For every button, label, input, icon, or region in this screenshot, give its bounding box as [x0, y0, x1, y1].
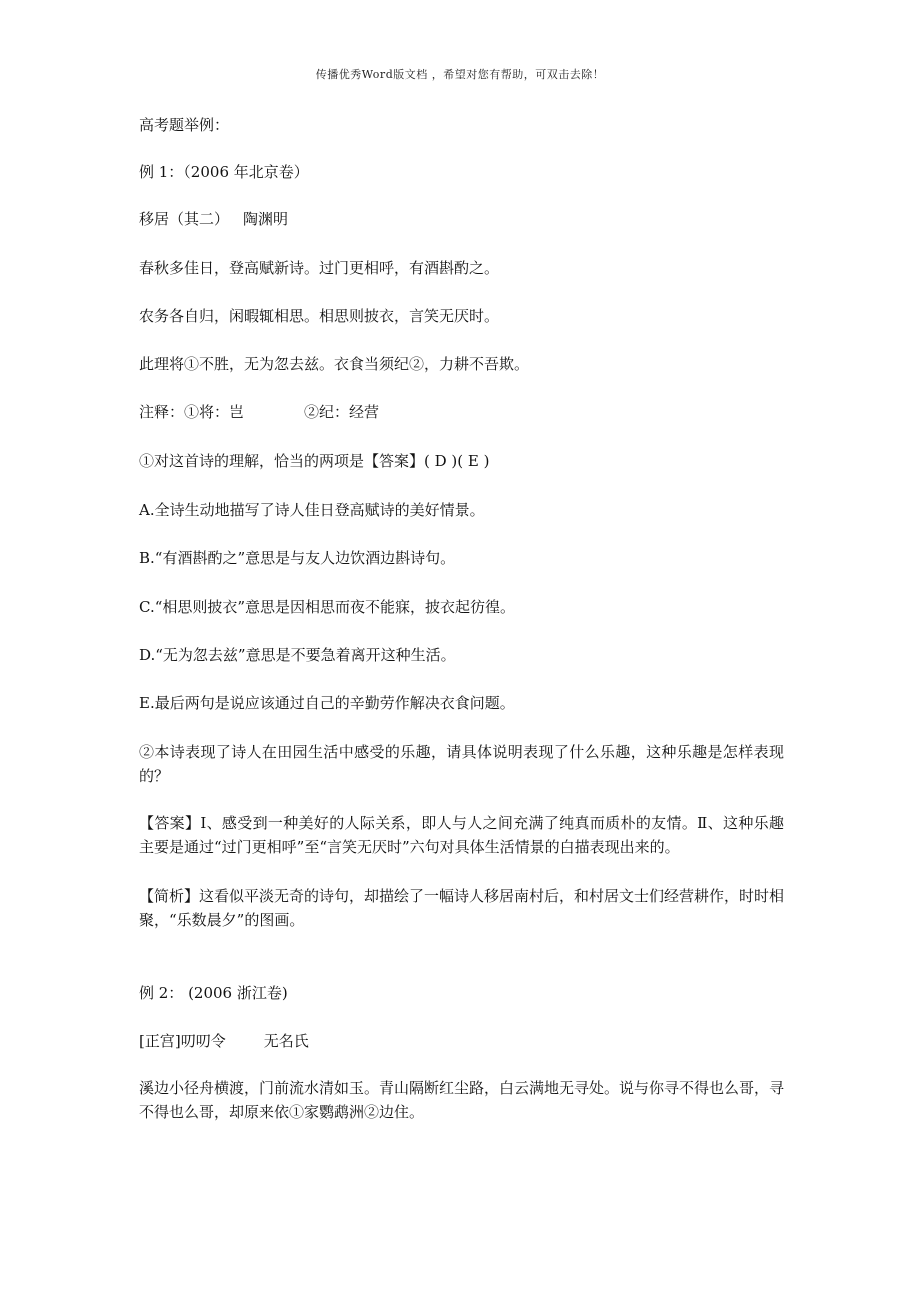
- section-title: 高考题举例：: [139, 116, 230, 134]
- question-1: ①对这首诗的理解，恰当的两项是【答案】( D )( E ): [139, 452, 490, 470]
- option-a: A.全诗生动地描写了诗人佳日登高赋诗的美好情景。: [139, 501, 485, 519]
- poem-author: 陶渊明: [243, 210, 289, 228]
- poem-line: 春秋多佳日，登高赋新诗。过门更相呼，有酒斟酌之。: [139, 259, 500, 277]
- poem-author: 无名氏: [263, 1032, 309, 1050]
- note-2: ②纪：经营: [304, 403, 380, 421]
- analysis-paragraph: 【简析】这看似平淡无奇的诗句，却描绘了一幅诗人移居南村后，和村居文士们经营耕作，时时相聚，“乐数晨夕”的图画。: [139, 887, 785, 929]
- poem-title: 移居（其二）: [139, 210, 230, 228]
- poem-line: 此理将①不胜，无为忽去兹。衣食当须纪②，力耕不吾欺。: [139, 355, 530, 373]
- header-note: 传播优秀Word版文档 ，希望对您有帮助，可双击去除！: [315, 68, 605, 81]
- example-2-poem-heading: [139, 1029, 784, 1053]
- option-e: E.最后两句是说应该通过自己的辛勤劳作解决衣食问题。: [139, 694, 515, 712]
- example-1-label: 例 1：（2006 年北京卷）: [139, 163, 309, 181]
- option-b: B.“有酒斟酌之”意思是与友人边饮酒边斟诗句。: [139, 549, 456, 567]
- poem-title: [正宫]叨叨令: [139, 1032, 226, 1050]
- poem-line: 农务各自归，闲暇辄相思。相思则披衣，言笑无厌时。: [139, 307, 500, 325]
- note-1: 注释：①将：岂: [139, 403, 245, 421]
- example-2-label: 例 2： (2006 浙江卷): [139, 984, 288, 1002]
- poem-notes: [139, 400, 784, 424]
- example-2-poem-text: 溪边小径舟横渡，门前流水清如玉。青山隔断红尘路，白云满地无寻处。说与你寻不得也么哥，寻不得也么哥，却原来依①家鹦鹉洲②边住。: [139, 1079, 785, 1121]
- question-2: ②本诗表现了诗人在田园生活中感受的乐趣，请具体说明表现了什么乐趣，这种乐趣是怎样表现的？: [139, 743, 784, 785]
- option-c: C.“相思则披衣”意思是因相思而夜不能寐，披衣起彷徨。: [139, 598, 516, 616]
- example-1-poem-heading: [139, 207, 784, 231]
- answer-paragraph: 【答案】Ⅰ、感受到一种美好的人际关系，即人与人之间充满了纯真而质朴的友情。Ⅱ、这种乐趣主要是通过“过门更相呼”至“言笑无厌时”六句对具体生活情景的白描表现出来的。: [139, 814, 784, 856]
- option-d: D.“无为忽去兹”意思是不要急着离开这种生活。: [139, 646, 456, 664]
